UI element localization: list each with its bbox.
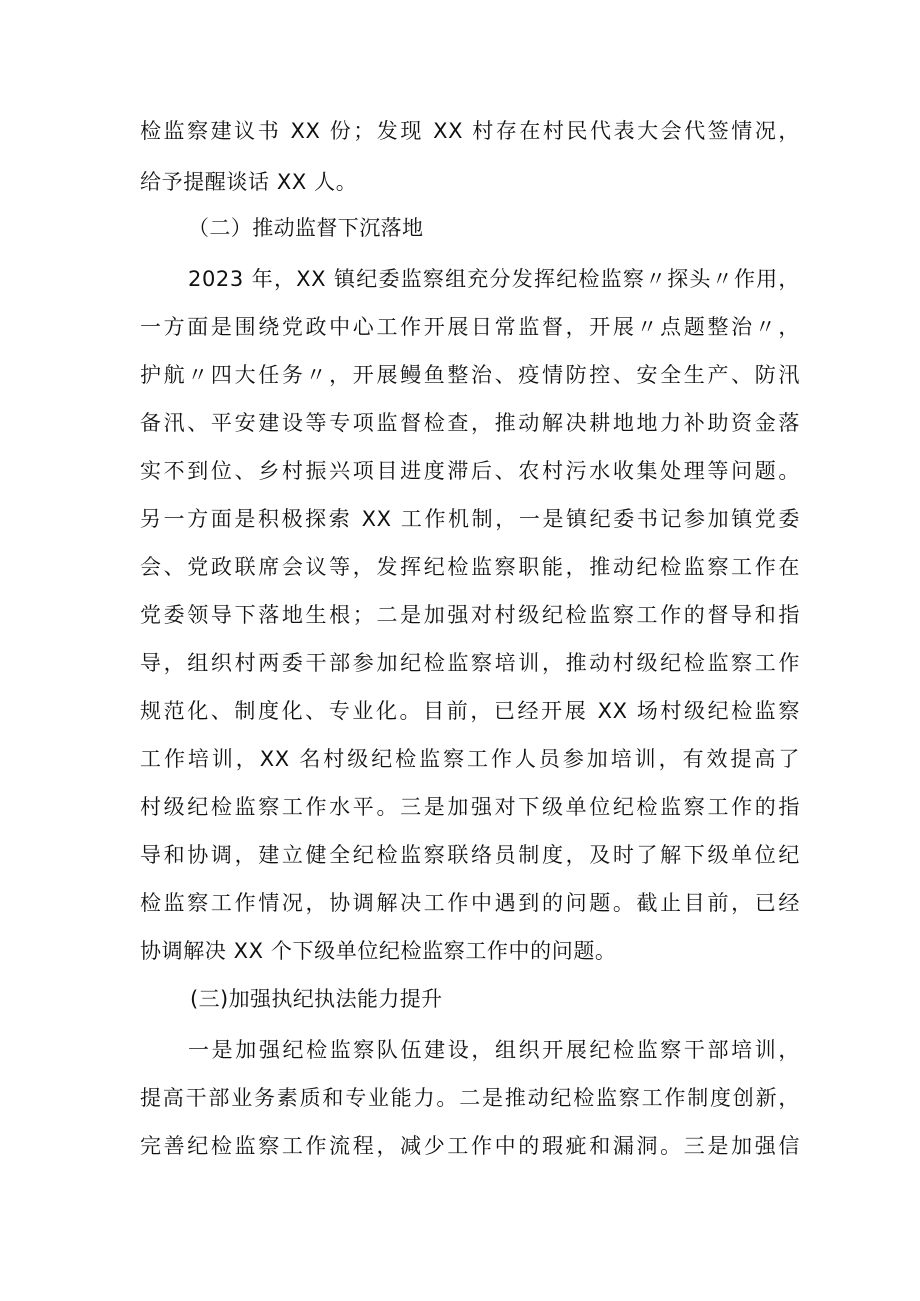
- body-text-line: 党委领导下落地生根；二是加强对村级纪检监察工作的督导和指: [140, 603, 800, 627]
- body-text-line: 规范化、制度化、专业化。目前，已经开展 XX 场村级纪检监察: [140, 699, 800, 723]
- body-text-line: 导，组织村两委干部参加纪检监察培训，推动村级纪检监察工作: [140, 651, 800, 675]
- body-text-line: 一是加强纪检监察队伍建设，组织开展纪检监察干部培训，: [188, 1038, 800, 1062]
- body-text-line: 实不到位、乡村振兴项目进度滞后、农村污水收集处理等问题。: [140, 459, 800, 483]
- body-text-line: 一方面是围绕党政中心工作开展日常监督，开展〃点题整治〃，: [140, 315, 800, 339]
- body-text-line: 协调解决 XX 个下级单位纪检监察工作中的问题。: [140, 939, 617, 963]
- body-text-line: 备汛、平安建设等专项监督检查，推动解决耕地地力补助资金落: [140, 411, 800, 435]
- body-text-line: 另一方面是积极探索 XX 工作机制，一是镇纪委书记参加镇党委: [140, 507, 800, 531]
- body-text-line: 给予提醒谈话 XX 人。: [140, 170, 358, 194]
- body-text-line: 护航〃四大任务〃，开展鳗鱼整治、疫情防控、安全生产、防汛: [140, 363, 800, 387]
- body-text-line: 导和协调，建立健全纪检监察联络员制度，及时了解下级单位纪: [140, 843, 800, 867]
- section-heading: (三)加强执纪执法能力提升: [190, 987, 443, 1011]
- body-text-line: 会、党政联席会议等，发挥纪检监察职能，推动纪检监察工作在: [140, 555, 800, 579]
- section-heading: （二）推动监督下沉落地: [188, 216, 424, 240]
- body-text-line: 2023 年，XX 镇纪委监察组充分发挥纪检监察〃探头〃作用，: [188, 267, 800, 291]
- body-text-line: 提高干部业务素质和专业能力。二是推动纪检监察工作制度创新，: [140, 1086, 800, 1110]
- body-text-line: 检监察工作情况，协调解决工作中遇到的问题。截止目前，已经: [140, 891, 800, 915]
- body-text-line: 完善纪检监察工作流程，减少工作中的瑕疵和漏洞。三是加强信: [140, 1134, 800, 1158]
- body-text-line: 村级纪检监察工作水平。三是加强对下级单位纪检监察工作的指: [140, 795, 800, 819]
- body-text-line: 工作培训，XX 名村级纪检监察工作人员参加培训，有效提高了: [140, 747, 800, 771]
- body-text-line: 检监察建议书 XX 份；发现 XX 村存在村民代表大会代签情况，: [140, 119, 800, 143]
